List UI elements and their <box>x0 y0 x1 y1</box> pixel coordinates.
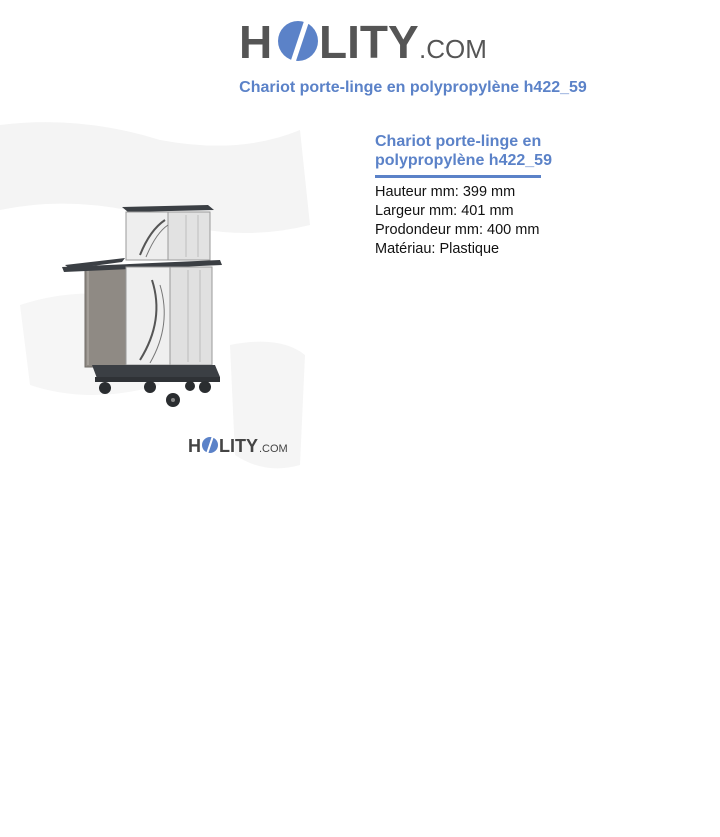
svg-text:H: H <box>188 436 201 456</box>
spec-height: Hauteur mm: 399 mm <box>375 184 516 200</box>
logo-suffix: .COM <box>419 34 487 64</box>
product-image <box>0 115 320 480</box>
spec-material: Matériau: Plastique <box>375 241 500 257</box>
cart-base <box>92 365 220 382</box>
spec-width: Largeur mm: 401 mm <box>375 203 514 219</box>
spec-depth: Prodondeur mm: 400 mm <box>375 222 540 238</box>
logo-o-icon <box>278 20 318 62</box>
title-divider <box>375 175 541 178</box>
cart-lower-cabinet <box>126 267 212 365</box>
holity-logo <box>239 10 489 68</box>
logo-letters: LITY <box>319 16 419 68</box>
svg-text:.COM: .COM <box>259 443 288 455</box>
page-title: Chariot porte-linge en polypropylène h422_59 <box>239 79 587 96</box>
svg-text:LITY: LITY <box>219 436 258 456</box>
cart-top-cabinet <box>122 205 214 260</box>
product-details <box>375 132 635 259</box>
product-title: Chariot porte-linge en polypropylène h422_59 <box>375 133 552 169</box>
logo-letter-h: H <box>239 16 273 68</box>
